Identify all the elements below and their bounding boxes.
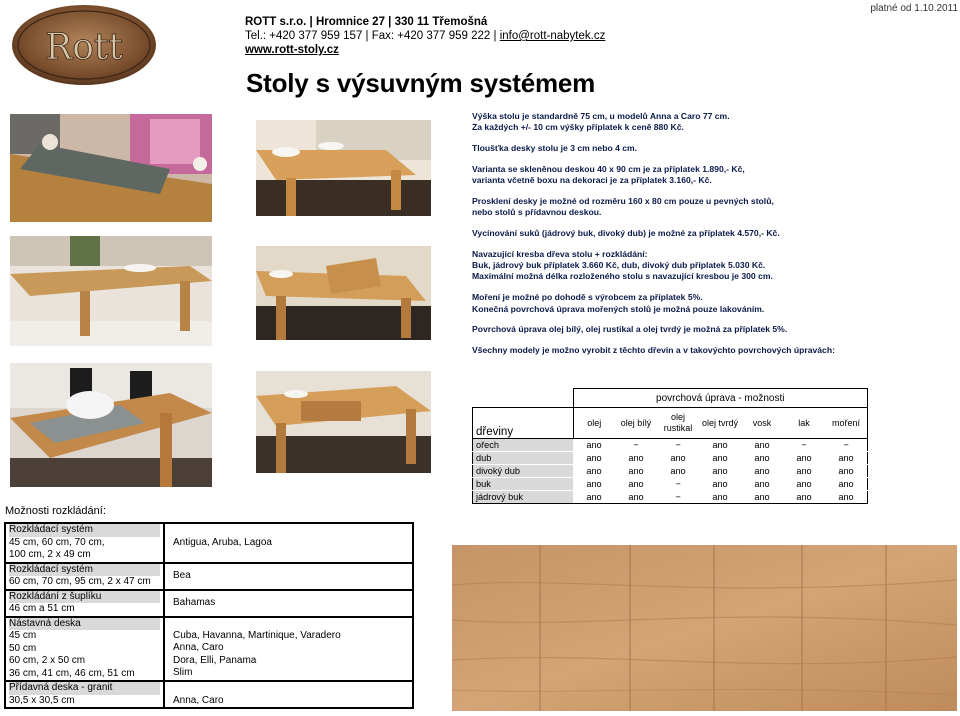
validity-date: platné od 1.10.2011 <box>870 3 958 14</box>
company-address: ROTT s.r.o. | Hromnice 27 | 330 11 Třemošná <box>245 16 488 28</box>
extension-group: Rozkládací systém 45 cm, 60 cm, 70 cm, 100 cm, 2 x 49 cm Antigua, Aruba, Lagoa <box>5 523 413 563</box>
table-row: ořech ano − − ano ano − − <box>473 439 868 452</box>
table-photo-extended <box>10 236 212 346</box>
table-photo-glass <box>10 114 212 222</box>
svg-text:Rott: Rott <box>45 27 123 68</box>
phone-fax: Tel.: +420 377 959 157 | Fax: +420 377 959 222 | <box>245 30 500 42</box>
col-olej: olej <box>573 408 615 439</box>
table-row: jádrový buk ano ano − ano ano ano ano <box>473 491 868 504</box>
col-lak: lak <box>783 408 825 439</box>
note-grain: Navazující kresba dřeva stolu + rozkládání: Buk, jádrový buk příplatek 3.660 Kč, dub, divoký dub příplatek 5.030 Kč. Maximální možná délka rozloženého stolu s navazující kresbou je 300 cm. <box>472 248 773 282</box>
col-olej-bily: olej bílý <box>615 408 657 439</box>
extension-group: Nástavná deska 45 cm 50 cm 60 cm, 2 x 50 cm 36 cm, 41 cm, 46 cm, 51 cm Cuba, Havanna, Martinique, Varadero Anna, Caro Dora, Elli, Panama Slim <box>5 617 413 682</box>
page-title: Stoly s výsuvným systémem <box>246 68 596 98</box>
extension-group: Rozkládání z šuplíku 46 cm a 51 cm Bahamas <box>5 590 413 617</box>
col-olej-rustikal: olej rustikal <box>657 408 699 439</box>
group-label: Rozkládací systém <box>9 524 160 537</box>
notes-list <box>472 111 952 366</box>
table-photo-round <box>256 120 431 216</box>
email-link[interactable]: info@rott-nabytek.cz <box>499 30 606 42</box>
finish-table <box>472 388 868 504</box>
group-models: Bea <box>164 563 413 590</box>
table-photo-glass-box <box>10 363 212 487</box>
extension-group: Rozkládací systém 60 cm, 70 cm, 95 cm, 2 x 47 cm Bea <box>5 563 413 590</box>
note-staining: Moření je možné po dohodě s výrobcem za příplatek 5%. Konečná povrchová úprava mořených stolů je možná pouze lakováním. <box>472 292 765 314</box>
table-row: dub ano ano ano ano ano ano ano <box>473 452 868 465</box>
group-models: Cuba, Havanna, Martinique, Varadero Anna, Caro Dora, Elli, Panama Slim <box>164 617 413 682</box>
company-logo <box>11 4 157 87</box>
note-thickness: Tloušťka desky stolu je 3 cm nebo 4 cm. <box>472 143 638 154</box>
extension-group: Přídavná deska - granit 30,5 x 30,5 cm Anna, Caro <box>5 681 413 708</box>
col-olej-tvrdy: olej tvrdý <box>699 408 741 439</box>
table-row: divoký dub ano ano ano ano ano ano ano <box>473 465 868 478</box>
group-label: Rozkládání z šuplíku <box>9 591 160 604</box>
website-link[interactable]: www.rott-stoly.cz <box>245 44 339 56</box>
col-moreni: moření <box>825 408 868 439</box>
group-label: Rozkládací systém <box>9 564 160 577</box>
extension-table <box>4 522 414 709</box>
note-height: Výška stolu je standardně 75 cm, u modelů Anna a Caro 77 cm. Za každých +/- 10 cm výšky příplatek k ceně 880 Kč. <box>472 111 730 133</box>
extension-heading: Možnosti rozkládání: <box>5 505 106 517</box>
wood-column-header: dřeviny <box>473 408 574 439</box>
header-contact <box>245 15 605 57</box>
note-glazing: Prosklení desky je možné od rozměru 160 x 80 cm pouze u pevných stolů, nebo stolů s přídavnou deskou. <box>472 195 774 218</box>
group-models: Antigua, Aruba, Lagoa <box>173 536 272 548</box>
wood-grain-sample <box>452 545 957 711</box>
note-oil: Povrchová úprava olej bílý, olej rustikal a olej tvrdý je možná za příplatek 5%. <box>472 324 788 335</box>
finish-table-title: povrchová úprava - možnosti <box>573 389 868 408</box>
note-models: Všechny modely je možno vyrobit z těchto dřevin a v takovýchto povrchových úpravách: <box>472 345 835 356</box>
group-models: Bahamas <box>164 590 413 617</box>
col-vosk: vosk <box>741 408 783 439</box>
table-photo-extension-leaf <box>256 246 431 340</box>
group-label: Nástavná deska <box>9 618 160 631</box>
note-glass: Varianta se skleněnou deskou 40 x 90 cm je za příplatek 1.890,- Kč, varianta včetně boxu na dekoraci je za příplatek 3.160,- Kč. <box>472 163 745 186</box>
table-row: buk ano ano − ano ano ano ano <box>473 478 868 491</box>
group-models: Anna, Caro <box>164 681 413 708</box>
table-photo-pullout <box>256 371 431 473</box>
contact-line <box>245 29 605 43</box>
note-knots: Vycínování suků (jádrový buk, divoký dub) je možné za příplatek 4.570,- Kč. <box>472 228 780 239</box>
group-label: Přídavná deska - granit <box>9 682 160 695</box>
